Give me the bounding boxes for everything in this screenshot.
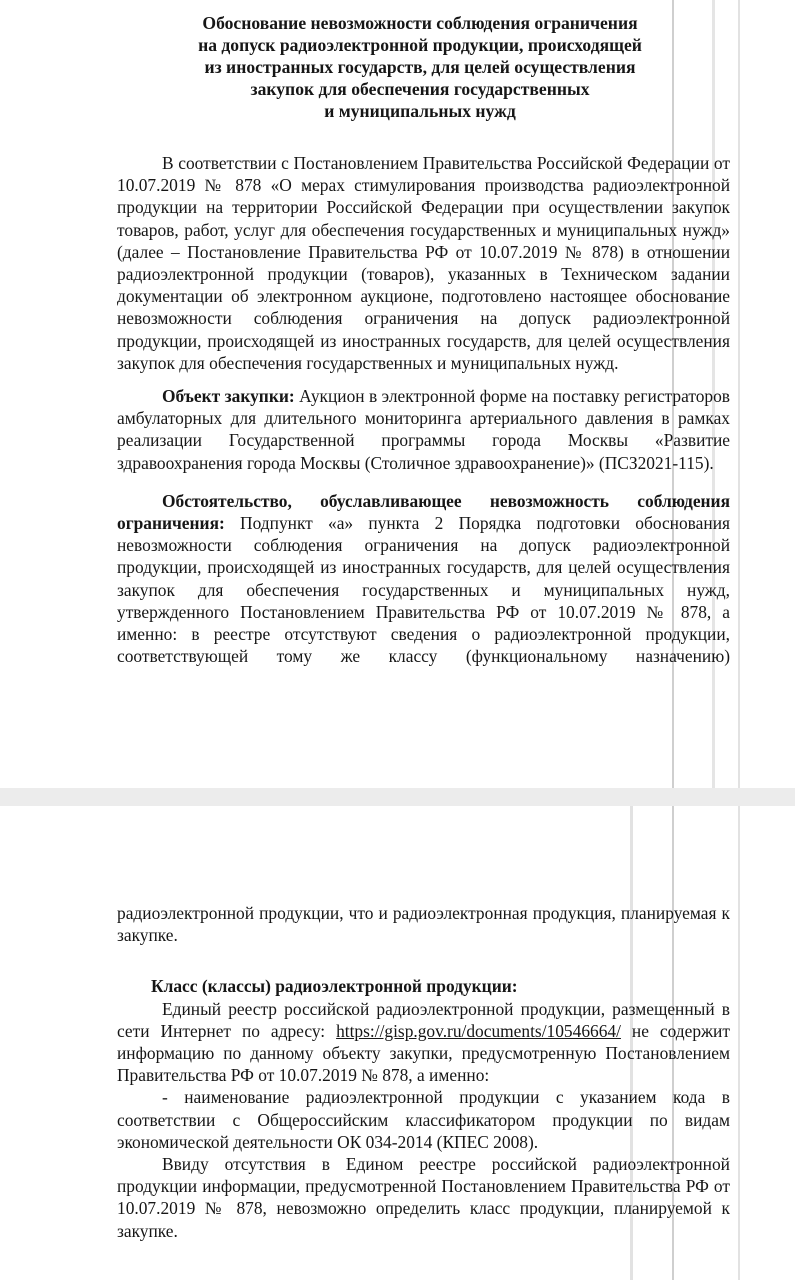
title-line: на допуск радиоэлектронной продукции, происходящей: [198, 35, 642, 55]
intro-paragraph: В соответствии с Постановлением Правительства Российской Федерации от 10.07.2019 № 878 «О мерах стимулирования производства радиоэлектронной продукции на территории Российской Федерации при осуществлении закупок товаров, работ, услуг для обеспечения государственных и муниципальных нужд» (далее – Постановление Правительства РФ от 10.07.2019 № 878) в отношении радиоэлектронной продукции (товаров), указанных в Техническом задании документации об электронном аукционе, подготовлено настоящее обоснование невозможности соблюдения ограничения на допуск радиоэлектронной продукции, происходящей из иностранных государств, для целей осуществления закупок для обеспечения государственных и муниципальных нужд.: [117, 153, 730, 373]
bullet-item: - наименование радиоэлектронной продукции с указанием кода в соответствии с Общероссийским классификатором продукции по видам экономической деятельности ОК 034-2014 (КПЕС 2008).: [117, 1087, 730, 1152]
title-line: из иностранных государств, для целей осуществления: [204, 57, 636, 77]
class-heading: Класс (классы) радиоэлектронной продукции:: [151, 976, 518, 997]
page-2-body: [117, 902, 730, 1242]
title-line: Обоснование невозможности соблюдения ограничения: [202, 13, 638, 33]
object-label: Объект закупки:: [162, 386, 295, 407]
page-1-body: [117, 152, 730, 667]
document-page-2: [0, 806, 795, 1280]
circumstance-label: Обстоятельство, обуславливающее невозможность соблюдения ограничения:: [117, 490, 730, 534]
circumstance-text: Подпункт «а» пункта 2 Порядка подготовки обоснования невозможности соблюдения ограничения на допуск радиоэлектронной продукции, происходящей из иностранных государств, для целей осуществления закупок для обеспечения государственных и муниципальных нужд, утвержденного Постановлением Правительства РФ от 10.07.2019 № 878, а именно: в реестре отсутствуют сведения о радиоэлектронной продукции, соответствующей тому же классу (функциональному назначению): [117, 513, 730, 667]
circumstance-paragraph: [117, 490, 730, 668]
scan-artifact-line: [738, 806, 740, 1280]
continuation-paragraph: радиоэлектронной продукции, что и радиоэлектронная продукция, планируемая к закупке.: [117, 903, 730, 946]
registry-link[interactable]: https://gisp.gov.ru/documents/10546664/: [336, 1020, 621, 1041]
scan-artifact-line: [738, 0, 740, 788]
object-paragraph: [117, 385, 730, 474]
registry-paragraph: [117, 998, 730, 1087]
registry-text-after: не содержит информацию по данному объекту закупки, предусмотренную Постановлением Правительства РФ от 10.07.2019 № 878, а именно:: [117, 1020, 730, 1086]
registry-text-before: Единый реестр российской радиоэлектронной продукции, размещенный в сети Интернет по адресу:: [117, 998, 730, 1041]
conclusion-paragraph: Ввиду отсутствия в Едином реестре российской радиоэлектронной продукции информации, предусмотренной Постановлением Правительства РФ от 10.07.2019 № 878, невозможно определить класс продукции, планируемой к закупке.: [117, 1154, 730, 1241]
title-line: и муниципальных нужд: [324, 101, 516, 121]
object-text: Аукцион в электронной форме на поставку регистраторов амбулаторных для длительного мониторинга артериального давления в рамках реализации Государственной программы города Москвы «Развитие здравоохранения города Москвы (Столичное здравоохранение)» (ПСЗ2021-115).: [117, 386, 731, 473]
title-line: закупок для обеспечения государственных: [250, 79, 590, 99]
document-title: [170, 12, 670, 122]
